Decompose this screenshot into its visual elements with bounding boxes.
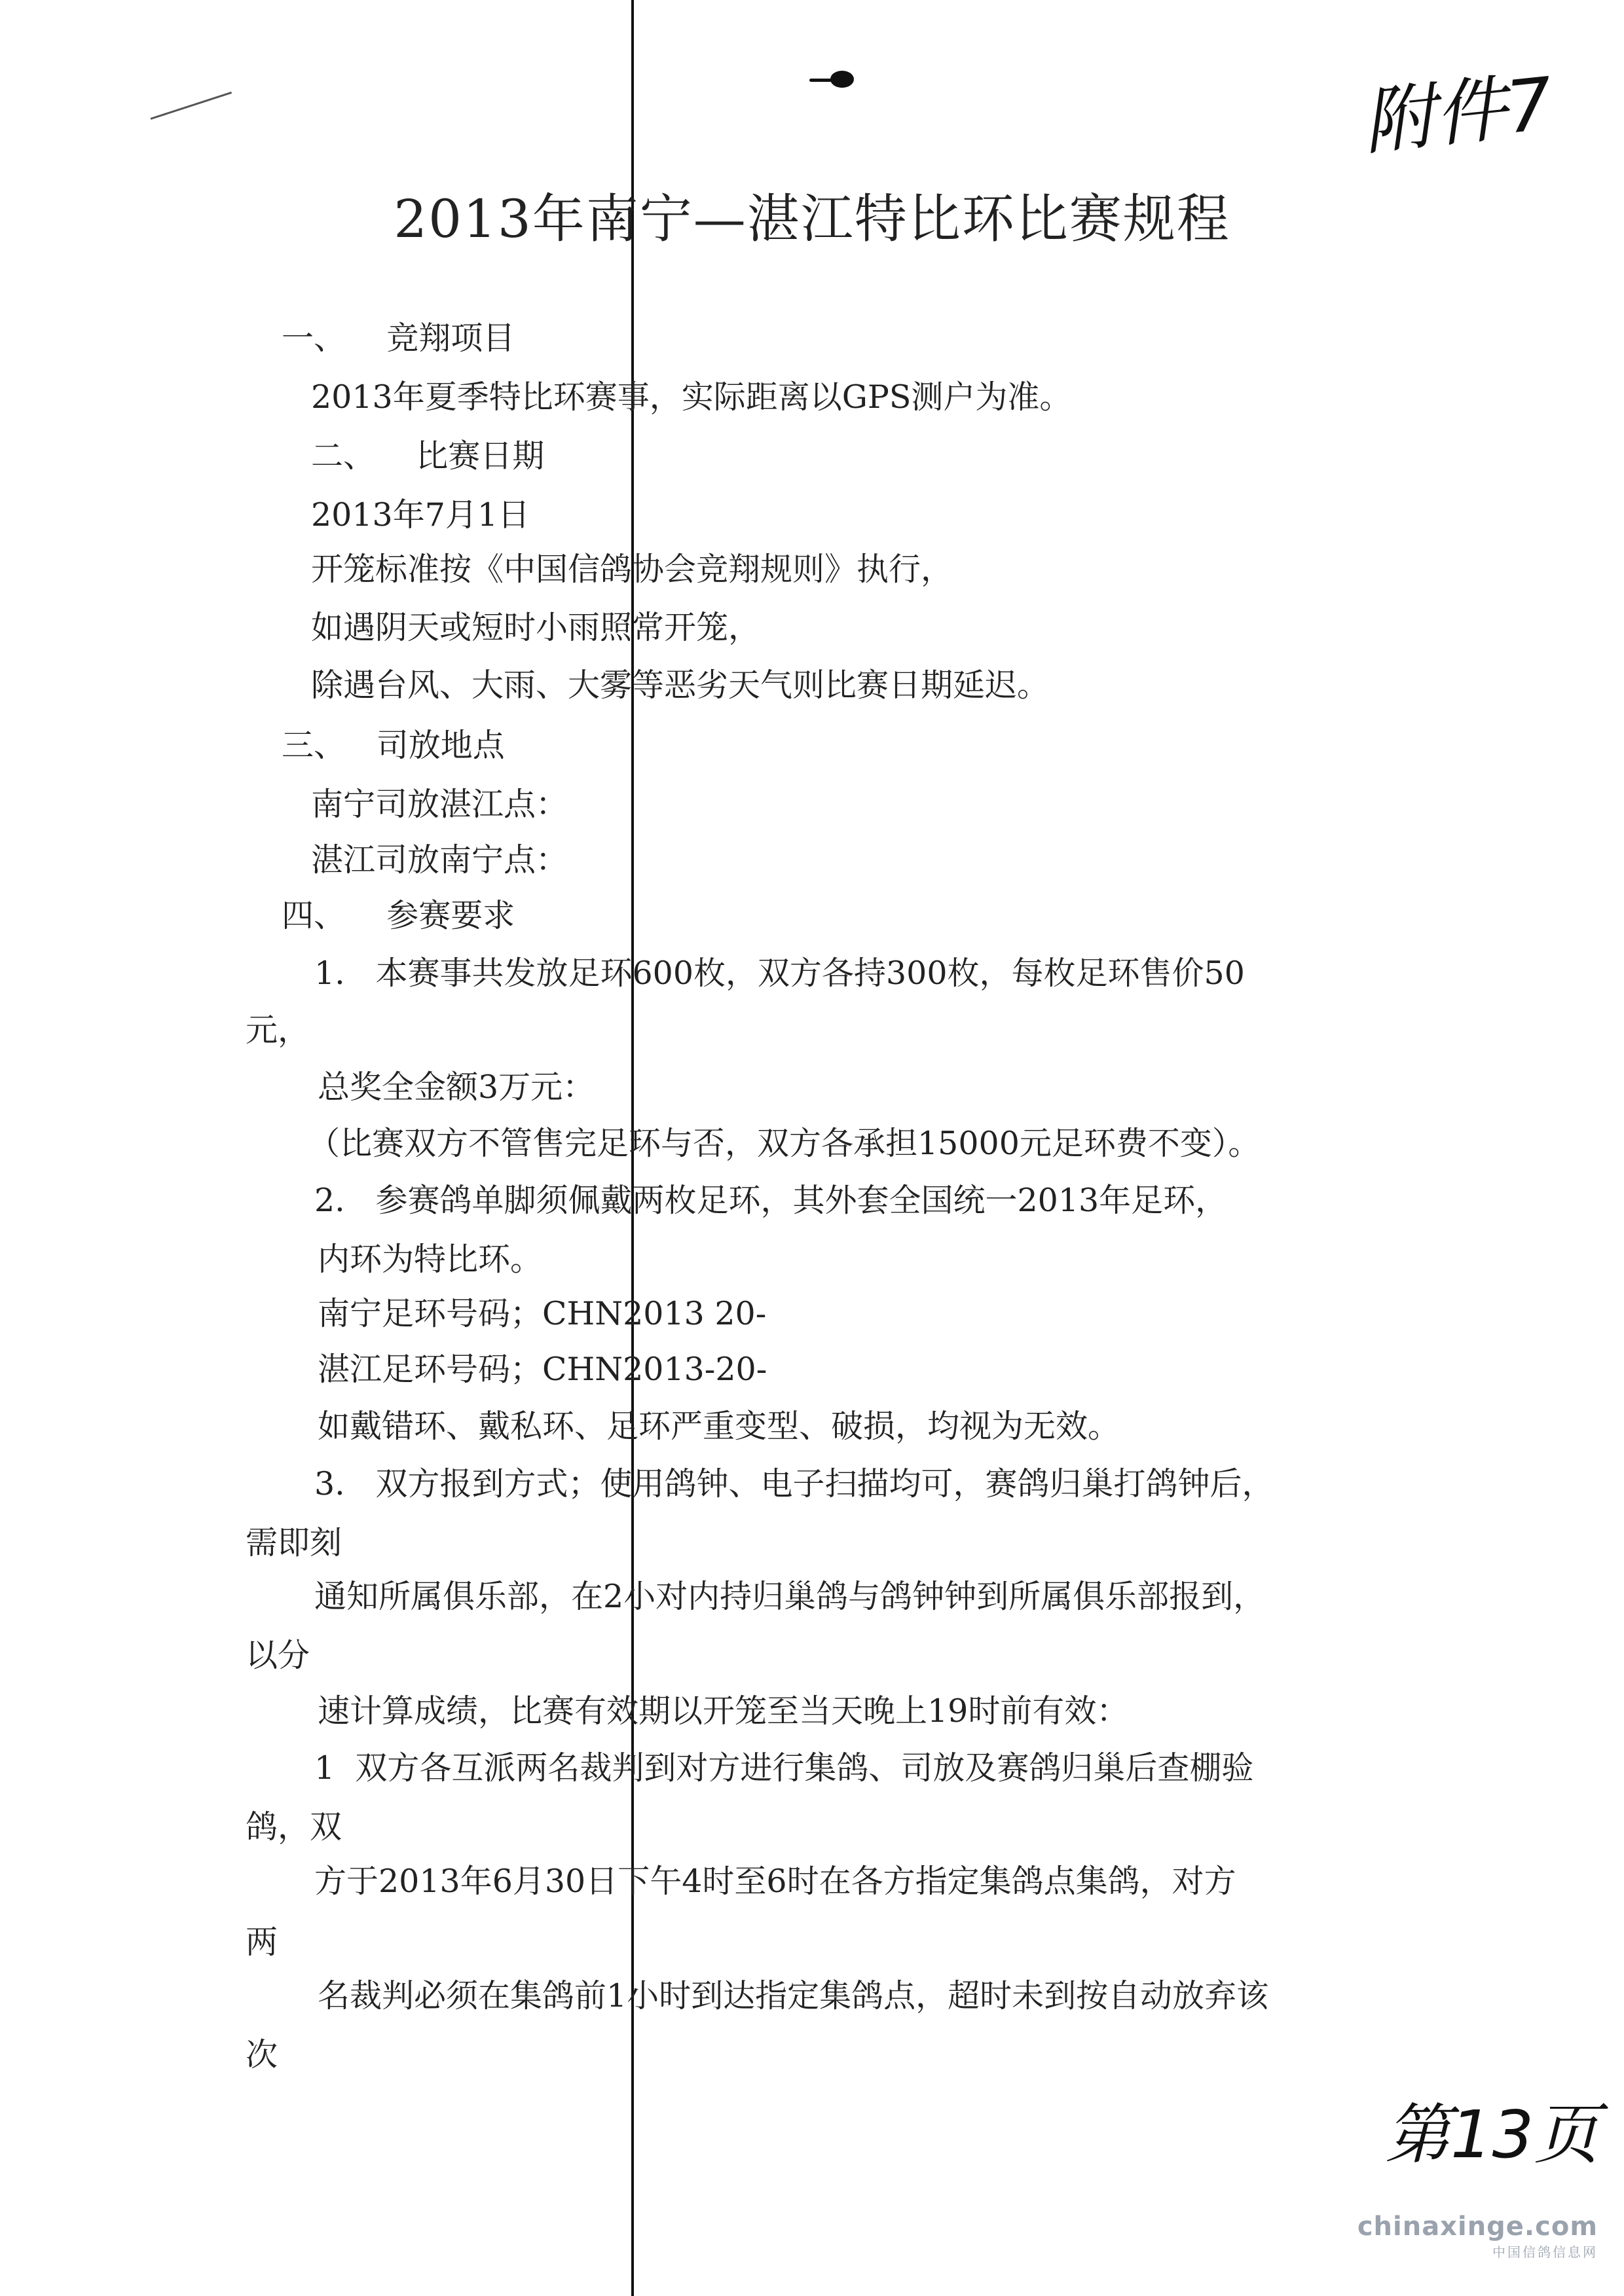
body-line: （比赛双方不管售完足环与否，双方各承担15000元足环费不变）。	[308, 1125, 1261, 1162]
body-line: 3. 双方报到方式；使用鸽钟、电子扫描均可，赛鸽归巢打鸽钟后，	[314, 1465, 1274, 1503]
document-title: 2013年南宁—湛江特比环比赛规程	[394, 189, 1230, 249]
body-line: 速计算成绩，比赛有效期以开笼至当天晚上19时前有效：	[318, 1692, 1129, 1730]
body-line: 如遇阴天或短时小雨照常开笼，	[311, 609, 761, 646]
body-line: 南宁司放湛江点：	[311, 786, 568, 823]
body-line: 2013年7月1日	[311, 496, 530, 534]
body-line: 需即刻	[246, 1524, 342, 1561]
body-line: 以分	[246, 1637, 310, 1674]
body-line: 湛江司放南宁点：	[311, 841, 568, 879]
body-line: 两	[246, 1923, 278, 1961]
body-line: 1 双方各互派两名裁判到对方进行集鸽、司放及赛鸽归巢后查棚验	[314, 1749, 1254, 1787]
body-line: 总奖全金额3万元：	[318, 1068, 595, 1106]
section-heading: 一、 竞翔项目	[282, 319, 515, 357]
section-heading: 二、 比赛日期	[311, 437, 545, 475]
watermark-subtitle: 中国信鸽信息网	[1492, 2244, 1598, 2260]
body-line: 2013年夏季特比环赛事，实际距离以GPS测户为准。	[311, 378, 1072, 416]
body-line: 南宁足环号码；CHN2013 20-	[318, 1295, 767, 1332]
ink-mark	[830, 71, 854, 88]
handwritten-page-number: 第13页	[1385, 2096, 1600, 2173]
body-line: 方于2013年6月30日下午4时至6时在各方指定集鸽点集鸽，对方	[314, 1863, 1236, 1900]
body-line: 鸽，双	[246, 1808, 342, 1846]
section-heading: 四、 参赛要求	[282, 897, 515, 934]
stray-pen-mark	[151, 92, 232, 120]
body-line: 通知所属俱乐部，在2小对内持归巢鸽与鸽钟钟到所属俱乐部报到，	[314, 1578, 1266, 1615]
body-line: 开笼标准按《中国信鸽协会竞翔规则》执行，	[311, 551, 953, 588]
site-watermark	[1357, 2212, 1598, 2261]
body-line: 名裁判必须在集鸽前1小时到达指定集鸽点，超时未到按自动放弃该	[318, 1977, 1269, 2014]
body-line: 除遇台风、大雨、大雾等恶劣天气则比赛日期延迟。	[311, 666, 1050, 704]
section-heading: 三、 司放地点	[282, 727, 505, 764]
handwritten-attachment-note: 附件7	[1359, 62, 1557, 165]
body-line: 1. 本赛事共发放足环600枚，双方各持300枚，每枚足环售价50	[314, 955, 1245, 992]
body-line: 次	[246, 2036, 278, 2073]
body-line: 元，	[246, 1011, 310, 1049]
body-line: 如戴错环、戴私环、足环严重变型、破损，均视为无效。	[318, 1408, 1120, 1445]
body-line: 2. 参赛鸽单脚须佩戴两枚足环，其外套全国统一2013年足环，	[314, 1182, 1228, 1219]
watermark-site: chinaxinge.com	[1357, 2212, 1598, 2242]
body-line: 湛江足环号码；CHN2013-20-	[318, 1351, 767, 1388]
body-line: 内环为特比环。	[318, 1241, 543, 1278]
